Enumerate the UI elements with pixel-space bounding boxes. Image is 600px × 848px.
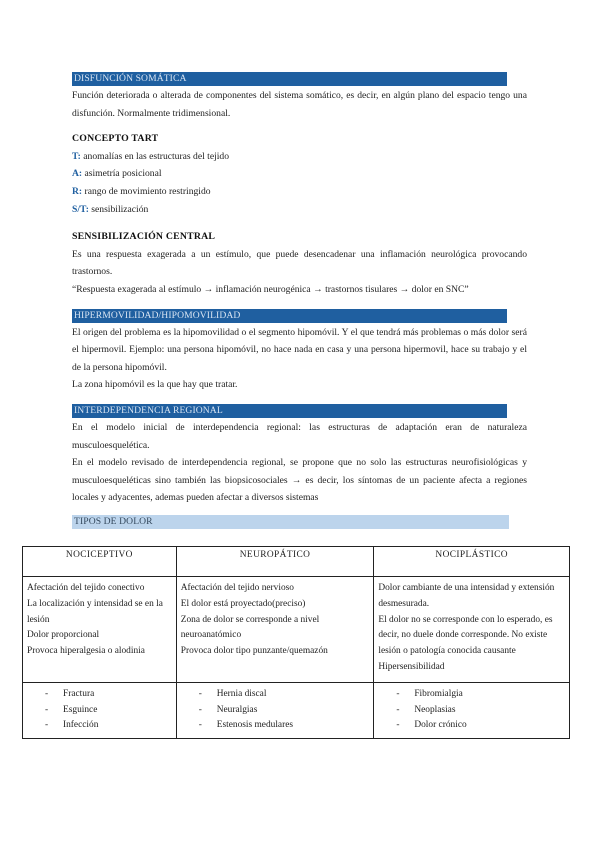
sensibilizacion-heading: SENSIBILIZACIÓN CENTRAL	[72, 231, 216, 243]
list-item: - Hernia discal	[198, 688, 267, 699]
table-header-row	[23, 547, 570, 577]
cell-line: El dolor está proyectado(preciso)	[180, 598, 306, 609]
list-item: - Neoplasias	[396, 704, 456, 715]
list-item: - Neuralgias	[198, 704, 258, 715]
list-item: - Estenosis medulares	[198, 720, 294, 731]
tart-heading: CONCEPTO TART	[72, 133, 159, 145]
disfuncion-text: Función deteriorada o alterada de componentes del sistema somático, es decir, en algún plano del espacio tengo una disfunción. Normalmente tridimensional.	[72, 90, 527, 119]
cell-line: Zona de dolor se corresponde a nivel neuroanatómico	[180, 614, 320, 641]
column-header-nociceptivo: NOCICEPTIVO	[23, 547, 177, 577]
table-cell	[374, 577, 570, 683]
sensibilizacion-text: Es una respuesta exagerada a un estímulo, que puede desencadenar una inflamación neurológica provocando trastornos.	[72, 248, 527, 278]
cell-line: La localización y intensidad se en la lesión	[27, 598, 163, 625]
cell-line: Afectación del tejido conectivo	[27, 583, 145, 593]
table-row	[23, 577, 570, 683]
interdependencia-text-2: En el modelo revisado de interdependencia regional, se propone que no solo las estructuras neurofisiológicas y musculoesqueléticas sino también las biopsicosociales → es decir, los síntomas de un paciente afecta a regiones locales y adyacentes, ademas pueden afectar a diversos sistemas	[72, 457, 527, 504]
tart-item: A: asimetría posicional	[72, 168, 162, 180]
hipermovilidad-text-2: La zona hipomóvil es la que hay que tratar.	[72, 379, 238, 391]
cell-line: Hipersensibilidad	[378, 661, 445, 672]
tart-item: R: rango de movimiento restringido	[72, 185, 211, 197]
table-cell	[176, 682, 374, 738]
section-heading-disfuncion: DISFUNCIÓN SOMÁTICA	[72, 72, 507, 86]
document-body	[72, 72, 527, 529]
table-cell	[23, 682, 177, 738]
cell-line: El dolor no se corresponde con lo esperado, es decir, no duele donde corresponde. No existe lesión o patología conocida causante	[378, 614, 553, 657]
table-cell	[176, 577, 374, 683]
section-heading-interdependencia: INTERDEPENDENCIA REGIONAL	[72, 404, 507, 418]
hipermovilidad-text: El origen del problema es la hipomovilidad o el segmento hipomóvil. Y el que tendrá más problemas o más dolor será el hipermovil. Ejemplo: una persona hipomóvil, no hace nada en casa y una persona hipermovil, hace su trabajo y el de la persona hipomóvil.	[72, 326, 527, 373]
table-row	[23, 682, 570, 738]
section-heading-hipermovilidad: HIPERMOVILIDAD/HIPOMOVILIDAD	[72, 309, 507, 323]
table-cell	[374, 682, 570, 738]
section-heading-tipos: TIPOS DE DOLOR	[72, 515, 509, 529]
list-item: - Dolor crónico	[396, 720, 467, 731]
list-item: - Fibromialgia	[396, 688, 463, 699]
tart-item: T: anomalías en las estructuras del tejido	[72, 150, 230, 162]
list-item: - Infección	[45, 720, 99, 731]
cell-line: Provoca dolor tipo punzante/quemazón	[180, 646, 328, 657]
list-item: - Esguince	[45, 704, 98, 715]
cell-line: Dolor proporcional	[27, 630, 100, 641]
cell-line: Provoca hiperalgesia o alodinia	[27, 646, 145, 657]
pain-types-table	[22, 546, 570, 739]
interdependencia-text: En el modelo inicial de interdependencia regional: las estructuras de adaptación eran de naturaleza musculoesquelética.	[72, 421, 527, 451]
column-header-neuropatico: NEUROPÁTICO	[176, 547, 374, 577]
sensibilizacion-quote: “Respuesta exagerada al estímulo → inflamación neurogénica → trastornos tisulares → dolor en SNC”	[72, 283, 469, 295]
cell-line: Dolor cambiante de una intensidad y extensión desmesurada.	[378, 583, 555, 609]
column-header-nociplastico: NOCIPLÁSTICO	[374, 547, 570, 577]
cell-line: Afectación del tejido nervioso	[180, 583, 294, 593]
table-cell	[23, 577, 177, 683]
list-item: - Fractura	[45, 688, 95, 699]
tart-item: S/T: sensibilización	[72, 203, 149, 215]
